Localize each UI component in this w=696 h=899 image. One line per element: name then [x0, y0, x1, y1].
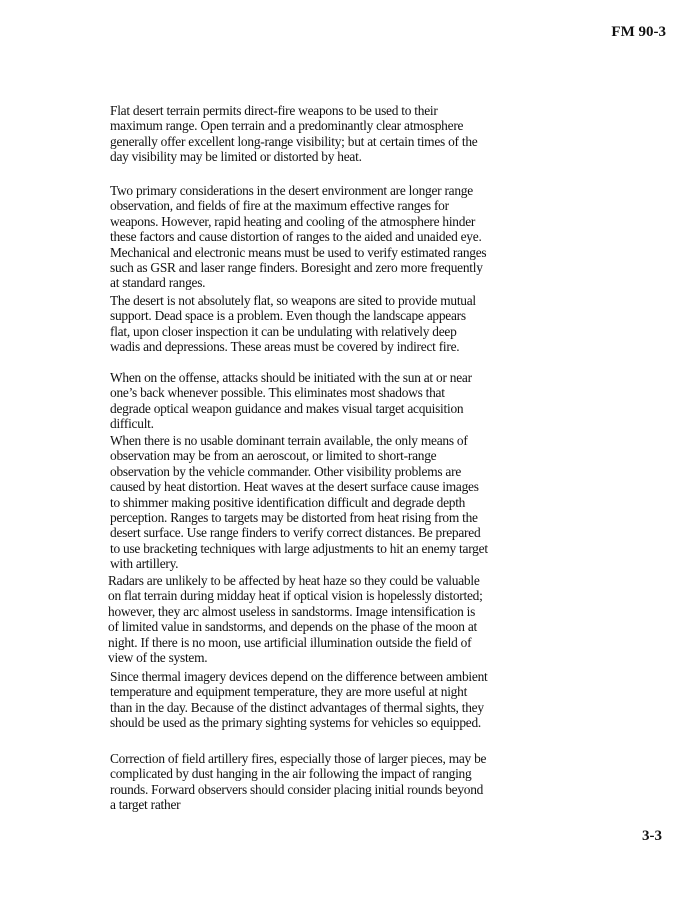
- paragraph-range-observation: Two primary considerations in the desert environment are longer range observation, and fields of fire at the maximum effective ranges for weapons. However, rapid heating and cooling of the atmosphere hinder these factors and cause distortion of ranges to the aided and unaided eye. Mechanical and electronic means must be used to verify estimated ranges such as GSR and laser range finders. Boresight and zero more frequently at standard ranges.: [110, 183, 487, 291]
- paragraph-thermal-imagery: Since thermal imagery devices depend on the difference between ambient temperature and equipment temperature, they are more useful at night than in the day. Because of the distinct advantages of thermal sights, they should be used as the primary sighting systems for vehicles so equipped.: [110, 669, 488, 731]
- document-id-header: FM 90-3: [611, 24, 666, 40]
- page-number: 3-3: [642, 828, 662, 844]
- paragraph-artillery-correction: Correction of field artillery fires, especially those of larger pieces, may be complicated by dust hanging in the air following the impact of ranging rounds. Forward observers should consider placing initial rounds beyond a target rather: [110, 751, 487, 813]
- paragraph-sun-position: When on the offense, attacks should be initiated with the sun at or near one’s back whenever possible. This eliminates most shadows that degrade optical weapon guidance and makes visual target acquisition difficult.: [110, 370, 472, 432]
- paragraph-direct-fire-range: Flat desert terrain permits direct-fire weapons to be used to their maximum range. Open terrain and a predominantly clear atmosphere generally offer excellent long-range visibility; but at certain times of the day visibility may be limited or distorted by heat.: [110, 103, 478, 165]
- paragraph-heat-distortion: When there is no usable dominant terrain available, the only means of observation may be from an aeroscout, or limited to short-range observation by the vehicle commander. Other visibility problems are caused by heat distortion. Heat waves at the desert surface cause images to shimmer making positive identification difficult and degrade depth perception. Ranges to targets may be distorted from heat rising from the desert surface. Use range finders to verify correct distances. Be prepared to use bracketing techniques with large adjustments to hit an enemy target with artillery.: [110, 433, 488, 572]
- paragraph-radars-image-intensification: Radars are unlikely to be affected by heat haze so they could be valuable on flat terrain during midday heat if optical vision is hopelessly distorted; however, they arc almost useless in sandstorms. Image intensification is of limited value in sandstorms, and depends on the phase of the moon at night. If there is no moon, use artificial illumination outside the field of view of the system.: [108, 573, 483, 666]
- paragraph-dead-space: The desert is not absolutely flat, so weapons are sited to provide mutual support. Dead space is a problem. Even though the landscape appears flat, upon closer inspection it can be undulating with relatively deep wadis and depressions. These areas must be covered by indirect fire.: [110, 293, 476, 355]
